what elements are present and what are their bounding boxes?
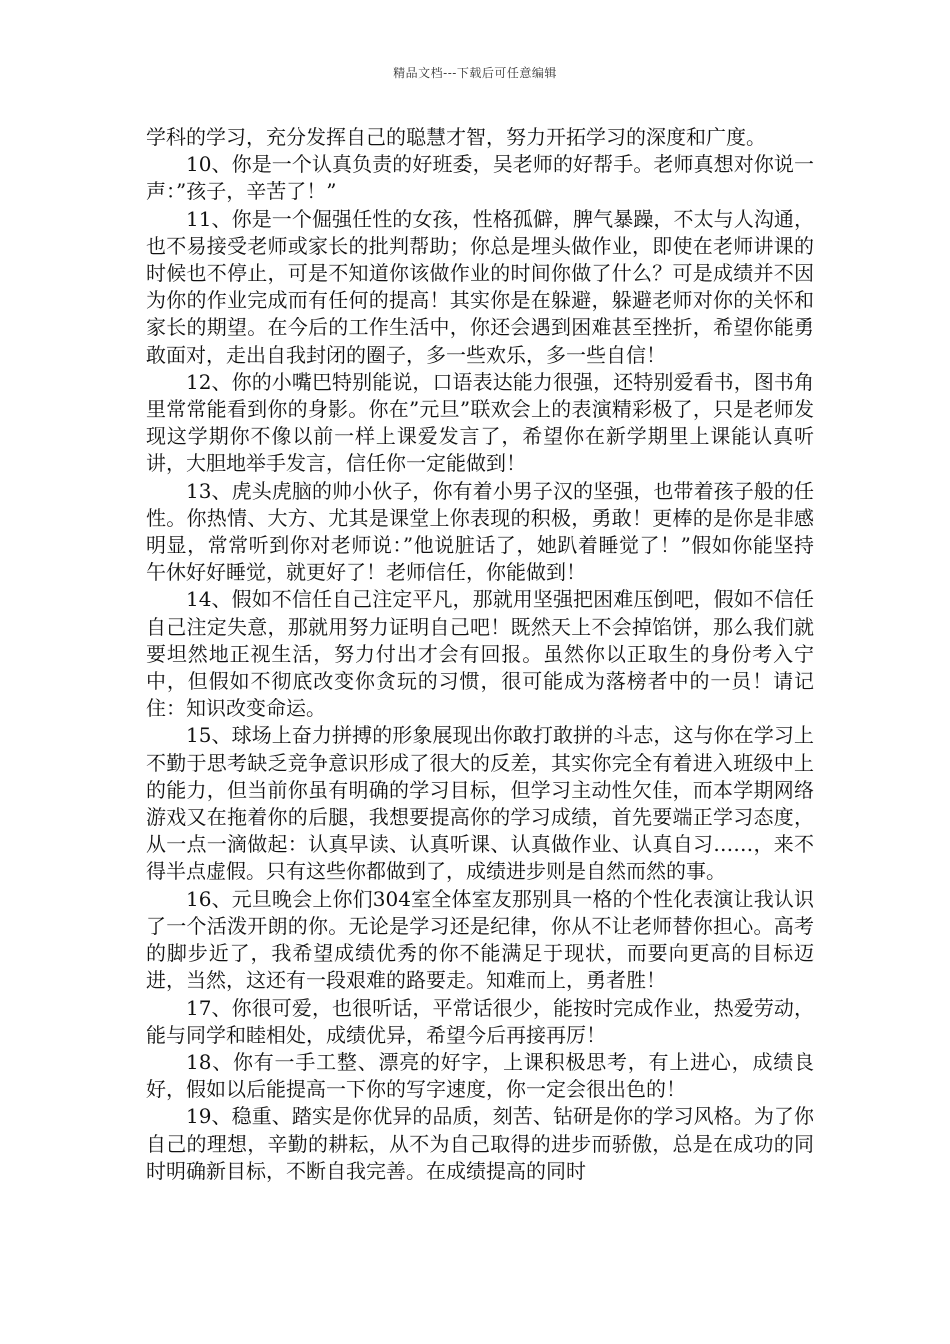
page-header: 精品文档---下载后可任意编辑 <box>393 66 557 80</box>
document-body <box>146 124 814 1185</box>
paragraph-comment-14: 14、假如不信任自己注定平凡，那就用坚强把困难压倒吧，假如不信任自己注定失意，那就用努力证明自己吧！既然天上不会掉馅饼，那么我们就要坦然地正视生活，努力付出才会有回报。虽然你以正取生的身份考入宁中，但假如不彻底改变你贪玩的习惯，很可能成为落榜者中的一员！请记住：知识改变命运。 <box>146 587 814 721</box>
paragraph-comment-17: 17、你很可爱，也很听话，平常话很少，能按时完成作业，热爱劳动，能与同学和睦相处，成绩优异，希望今后再接再厉！ <box>146 995 814 1047</box>
paragraph-comment-18: 18、你有一手工整、漂亮的好字，上课积极思考，有上进心，成绩良好，假如以后能提高一下你的写字速度，你一定会很出色的！ <box>146 1049 814 1102</box>
paragraph-comment-16: 16、元旦晚会上你们304室全体室友那别具一格的个性化表演让我认识了一个活泼开朗的你。无论是学习还是纪律，你从不让老师替你担心。高考的脚步近了，我希望成绩优秀的你不能满足于现状，而要向更高的目标迈进，当然，这还有一段艰难的路要走。知难而上，勇者胜！ <box>146 886 814 993</box>
paragraph-comment-11: 11、你是一个倔强任性的女孩，性格孤僻，脾气暴躁，不太与人沟通，也不易接受老师或家长的批判帮助；你总是埋头做作业，即使在老师讲课的时候也不停止，可是不知道你该做作业的时间你做了什么？可是成绩并不因为你的作业完成而有任何的提高！其实你是在躲避，躲避老师对你的关怀和家长的期望。在今后的工作生活中，你还会遇到困难甚至挫折，希望你能勇敢面对，走出自我封闭的圈子，多一些欢乐，多一些自信！ <box>146 206 814 367</box>
paragraph-continuation: 学科的学习，充分发挥自己的聪慧才智，努力开拓学习的深度和广度。 <box>146 125 766 149</box>
paragraph-comment-13: 13、虎头虎脑的帅小伙子，你有着小男子汉的坚强，也带着孩子般的任性。你热情、大方、尤其是课堂上你表现的积极，勇敢！更棒的是你是非感明显，常常听到你对老师说：”他说脏话了，她趴着睡觉了！”假如你能坚持午休好好睡觉，就更好了！老师信任，你能做到！ <box>146 478 814 585</box>
paragraph-comment-12: 12、你的小嘴巴特别能说，口语表达能力很强，还特别爱看书，图书角里常常能看到你的身影。你在”元旦”联欢会上的表演精彩极了，只是老师发现这学期你不像以前一样上课爱发言了，希望你在新学期里上课能认真听讲，大胆地举手发言，信任你一定能做到！ <box>146 369 814 476</box>
paragraph-comment-15: 15、球场上奋力拼搏的形象展现出你敢打敢拼的斗志，这与你在学习上不勤于思考缺乏竞争意识形成了很大的反差，其实你完全有着进入班级中上的能力，但当前你虽有明确的学习目标，但学习主动性欠佳，而本学期网络游戏又在拖着你的后腿，我想要提高你的学习成绩，首先要端正学习态度，从一点一滴做起：认真早读、认真听课、认真做作业、认真自习……，来不得半点虚假。只有这些你都做到了，成绩进步则是自然而然的事。 <box>146 723 814 884</box>
paragraph-comment-19: 19、稳重、踏实是你优异的品质，刻苦、钻研是你的学习风格。为了你自己的理想，辛勤的耕耘，从不为自己取得的进步而骄傲，总是在成功的同时明确新目标，不断自我完善。在成绩提高的同时 <box>146 1104 814 1183</box>
paragraph-comment-10: 10、你是一个认真负责的好班委，吴老师的好帮手。老师真想对你说一声：”孩子，辛苦了！” <box>146 152 814 204</box>
